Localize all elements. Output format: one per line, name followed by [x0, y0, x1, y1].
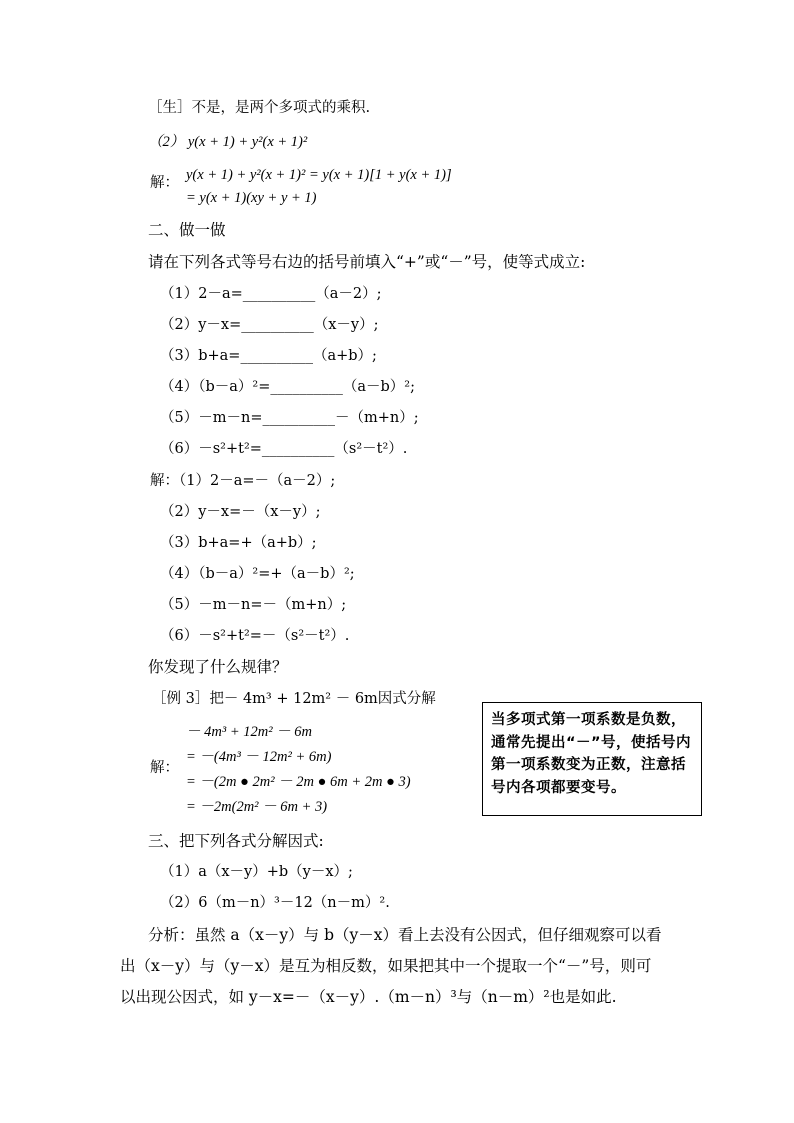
answer-item: （2）y－x=－（x－y）; — [160, 504, 321, 520]
example-3-title: ［例 3］把－ 4m³ + 12m² － 6m因式分解 — [152, 691, 436, 707]
answer-item: （3）b+a=+（a+b）; — [160, 535, 317, 551]
solution-label-1: 解： — [150, 175, 179, 191]
math-expression-2: （2） y(x + 1) + y²(x + 1)² — [148, 134, 308, 150]
answer-item: （6）－s²+t²=－（s²－t²）. — [160, 628, 350, 644]
answer-item: （5）－m－n=－（m+n）; — [160, 597, 347, 613]
exercise-item: （5）－m－n=__________－（m+n）; — [160, 410, 419, 426]
instruction-text: 请在下列各式等号右边的括号前填入“+”或“－”号，使等式成立: — [148, 253, 586, 271]
exercise-item: （6）－s²+t²=__________（s²－t²）. — [160, 441, 408, 457]
exercise-item: （1）2－a=__________（a－2）; — [160, 286, 382, 302]
solution-label-2: 解： — [150, 760, 179, 776]
note-callout-box: 当多项式第一项系数是负数，通常先提出“－”号，使括号内第一项系数变为正数，注意括号内各项都要变号。 — [482, 702, 702, 816]
answer-item: 解：（1）2－a=－（a－2）; — [150, 473, 336, 489]
exercise-item: （2）6（m－n）³－12（n－m）². — [160, 895, 390, 911]
section-heading-2: 二、做一做 — [148, 221, 226, 239]
solution-block-2 — [186, 722, 411, 817]
exercise-item: （2）y－x=__________（x－y）; — [160, 317, 379, 333]
solution-line: = －(4m³ － 12m² + 6m) — [186, 749, 332, 765]
analysis-paragraph-line: 以出现公因式，如 y－x=－（x－y）.（m－n）³与（n－m）²也是如此. — [120, 988, 617, 1006]
solution-line: = y(x + 1)(xy + y + 1) — [186, 190, 317, 206]
question-rule: 你发现了什么规律？ — [148, 658, 288, 676]
text-line-sheng: ［生］不是，是两个多项式的乘积. — [148, 100, 371, 116]
exercise-item: （1）a（x－y）+b（y－x）; — [160, 864, 353, 880]
answer-item: （4）（b－a）²=+（a－b）²; — [160, 566, 355, 582]
analysis-paragraph-line: 出（x－y）与（y－x）是互为相反数，如果把其中一个提取一个“－”号，则可 — [120, 957, 652, 975]
exercise-item: （4）（b－a）²=__________（a－b）²; — [160, 379, 415, 395]
section-heading-3: 三、把下列各式分解因式: — [148, 832, 324, 850]
solution-line: = －(2m ● 2m² － 2m ● 6m + 2m ● 3) — [186, 774, 411, 790]
solution-line: y(x + 1) + y²(x + 1)² = y(x + 1)[1 + y(x + 1)] — [186, 167, 452, 183]
solution-line: = －2m(2m² － 6m + 3) — [186, 799, 328, 815]
solution-line: － 4m³ + 12m² － 6m — [186, 724, 313, 740]
exercise-item: （3）b+a=__________（a+b）; — [160, 348, 377, 364]
analysis-paragraph-line: 分析：虽然 a（x－y）与 b（y－x）看上去没有公因式，但仔细观察可以看 — [148, 926, 662, 944]
solution-block-1 — [186, 165, 452, 208]
